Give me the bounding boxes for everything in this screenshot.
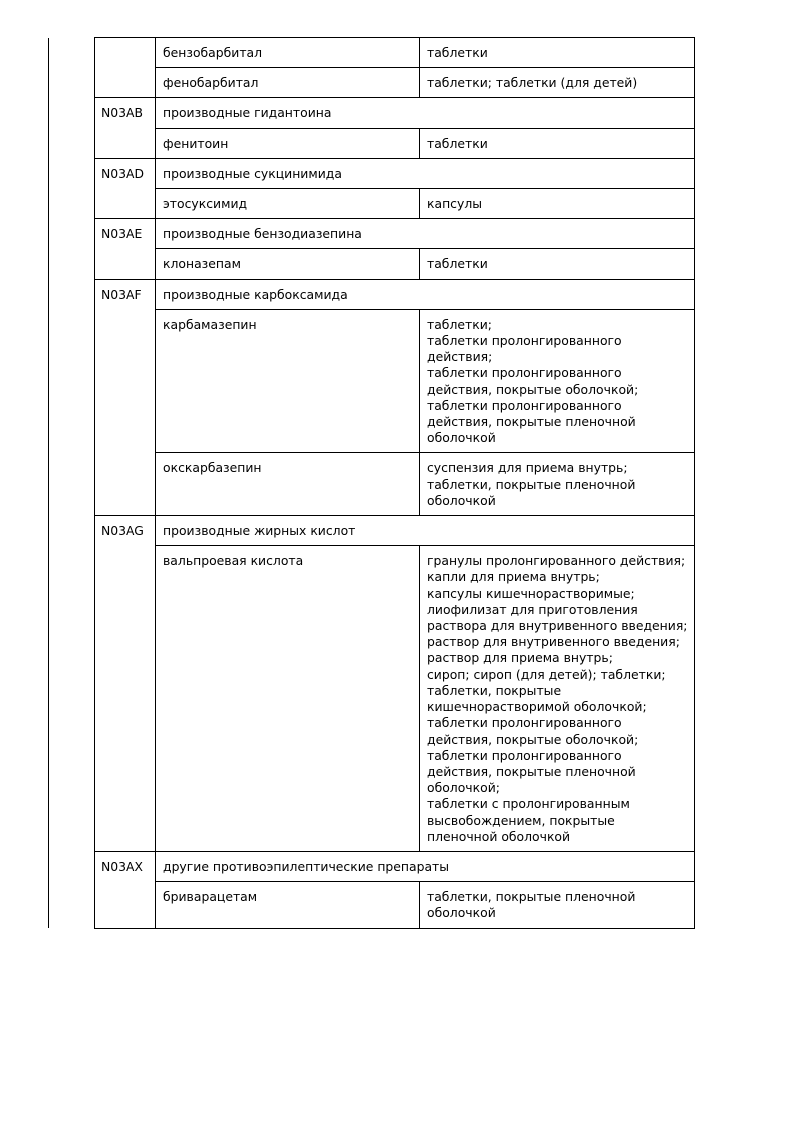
dosage-forms-cell bbox=[420, 38, 695, 68]
group-header-row bbox=[49, 851, 695, 881]
dosage-form-line: таблетки bbox=[427, 135, 488, 151]
drug-name-cell: окскарбазепин bbox=[156, 453, 420, 516]
drug-name-cell: вальпроевая кислота bbox=[156, 546, 420, 852]
dosage-forms-cell bbox=[420, 453, 695, 516]
atc-code-cell: N03AD bbox=[95, 158, 156, 218]
drug-table-body bbox=[49, 38, 695, 929]
dosage-forms-cell bbox=[420, 68, 695, 98]
dosage-form-line: таблетки, покрытые пленочной оболочкой bbox=[427, 476, 636, 508]
atc-code-cell bbox=[95, 38, 156, 98]
drug-row bbox=[49, 38, 695, 68]
group-title-cell: производные гидантоина bbox=[156, 98, 695, 128]
dosage-form-line: таблетки bbox=[427, 256, 488, 272]
group-title-cell: производные карбоксамида bbox=[156, 279, 695, 309]
dosage-form-line: капсулы кишечнорастворимые; bbox=[427, 585, 635, 601]
dosage-form-line: таблетки bbox=[427, 45, 488, 60]
group-title-cell: производные сукцинимида bbox=[156, 158, 695, 188]
dosage-form-line: суспензия для приема внутрь; bbox=[427, 460, 628, 476]
dosage-form-line: таблетки; таблетки (для детей) bbox=[427, 75, 638, 91]
group-title-cell: производные бензодиазепина bbox=[156, 219, 695, 249]
atc-code-cell: N03AE bbox=[95, 219, 156, 279]
drug-name-cell: фенобарбитал bbox=[156, 68, 420, 98]
dosage-form-line: раствор для приема внутрь; bbox=[427, 650, 613, 666]
dosage-forms-cell bbox=[420, 128, 695, 158]
dosage-form-line: таблетки пролонгированного действия, покрытые оболочкой; bbox=[427, 365, 639, 397]
dosage-form-line: капли для приема внутрь; bbox=[427, 569, 600, 585]
dosage-form-line: таблетки, покрытые пленочной оболочкой bbox=[427, 889, 636, 921]
dosage-forms-cell bbox=[420, 882, 695, 928]
dosage-form-line: таблетки пролонгированного действия, покрытые пленочной оболочкой bbox=[427, 397, 636, 446]
drug-list-page bbox=[48, 37, 694, 929]
dosage-form-line: лиофилизат для приготовления раствора для внутривенного введения; bbox=[427, 601, 688, 634]
dosage-forms-cell bbox=[420, 546, 695, 852]
group-title-cell: другие противоэпилептические препараты bbox=[156, 851, 695, 881]
dosage-forms-cell bbox=[420, 309, 695, 453]
dosage-form-line: таблетки пролонгированного действия; bbox=[427, 333, 622, 365]
dosage-forms-cell bbox=[420, 249, 695, 279]
drug-name-cell: карбамазепин bbox=[156, 309, 420, 453]
drug-name-cell: фенитоин bbox=[156, 128, 420, 158]
drug-name-cell: этосуксимид bbox=[156, 189, 420, 219]
dosage-form-line: таблетки с пролонгированным высвобождением, покрытые пленочной оболочкой bbox=[427, 796, 630, 844]
dosage-form-line: таблетки, покрытые кишечнорастворимой оболочкой; bbox=[427, 682, 647, 715]
dosage-forms-cell bbox=[420, 189, 695, 219]
group-title-cell: производные жирных кислот bbox=[156, 516, 695, 546]
group-header-row bbox=[49, 158, 695, 188]
group-header-row bbox=[49, 516, 695, 546]
atc-code-cell: N03AG bbox=[95, 516, 156, 852]
atc-code-cell: N03AB bbox=[95, 98, 156, 158]
group-header-row bbox=[49, 98, 695, 128]
drug-name-cell: бриварацетам bbox=[156, 882, 420, 928]
group-header-row bbox=[49, 279, 695, 309]
atc-code-cell: N03AF bbox=[95, 279, 156, 515]
dosage-form-line: таблетки пролонгированного действия, покрытые оболочкой; bbox=[427, 715, 639, 747]
dosage-form-line: сироп; сироп (для детей); таблетки; bbox=[427, 666, 666, 682]
dosage-form-line: раствор для внутривенного введения; bbox=[427, 634, 680, 650]
dosage-form-line: таблетки пролонгированного действия, покрытые пленочной оболочкой; bbox=[427, 747, 636, 796]
dosage-form-line: гранулы пролонгированного действия; bbox=[427, 553, 686, 569]
dosage-form-line: таблетки; bbox=[427, 316, 492, 332]
atc-group-column bbox=[49, 38, 95, 929]
drug-table bbox=[48, 37, 695, 929]
dosage-form-line: капсулы bbox=[427, 196, 483, 212]
drug-name-cell: клоназепам bbox=[156, 249, 420, 279]
group-header-row bbox=[49, 219, 695, 249]
drug-name-cell: бензобарбитал bbox=[156, 38, 420, 68]
atc-code-cell: N03AX bbox=[95, 851, 156, 928]
